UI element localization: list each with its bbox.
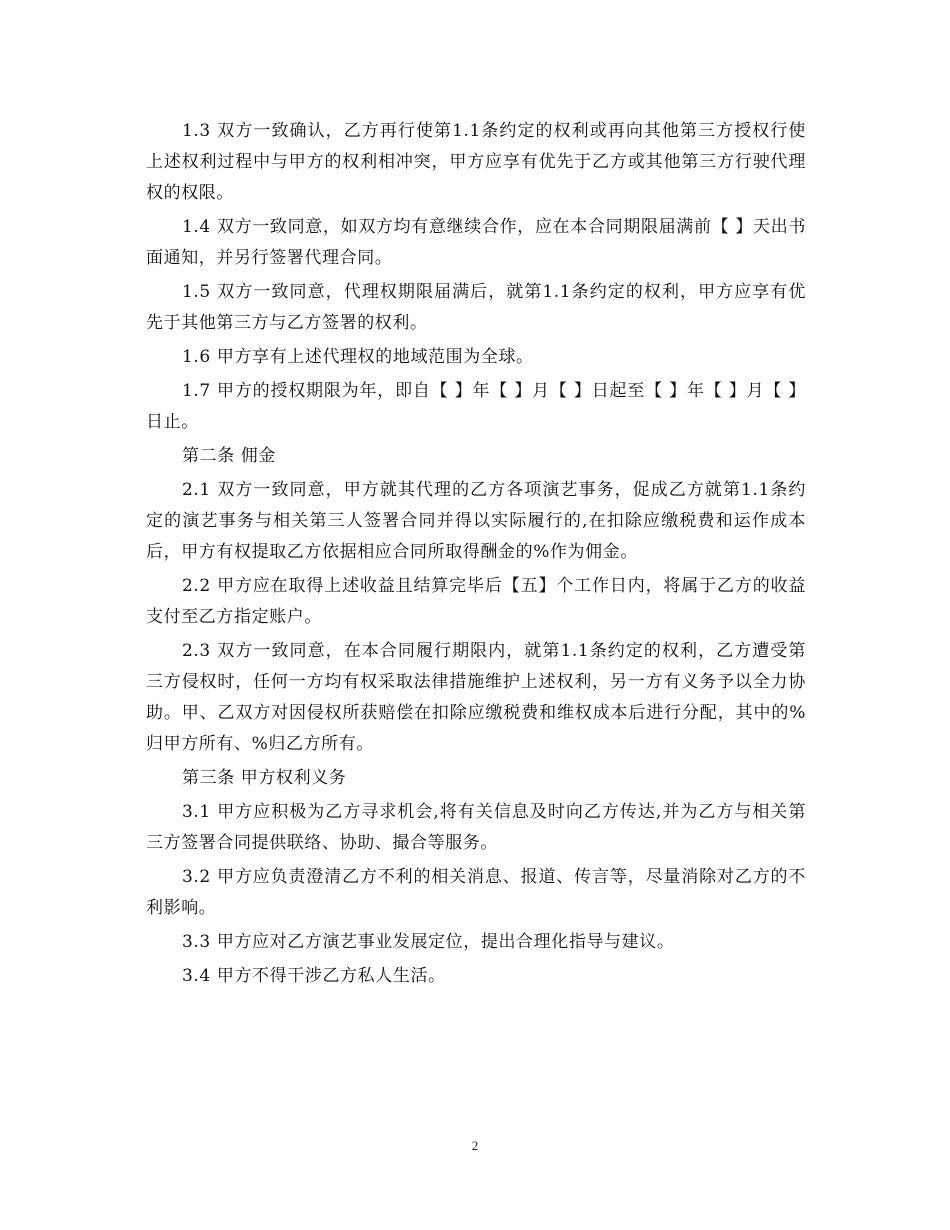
clause-1-3: 1.3 双方一致确认，乙方再行使第1.1条约定的权利或再向其他第三方授权行使上述权利过程中与甲方的权利相冲突，甲方应享有优先于乙方或其他第三方行驶代理权的权限。 — [146, 121, 806, 203]
clause-2-1: 2.1 双方一致同意，甲方就其代理的乙方各项演艺事务，促成乙方就第1.1条约定的演艺事务与相关第三人签署合同并得以实际履行的,在扣除应缴税费和运作成本后，甲方有权提取乙方依据相应合同所取得酬金的%作为佣金。 — [146, 480, 806, 562]
clause-3-3: 3.3 甲方应对乙方演艺事业发展定位，提出合理化指导与建议。 — [182, 932, 675, 952]
article-2-heading: 第二条 佣金 — [182, 446, 277, 466]
clause-1-7: 1.7 甲方的授权期限为年，即自【 】年【 】月【 】日起至【 】年【 】月【 】日止。 — [146, 381, 806, 432]
clause-1-6: 1.6 甲方享有上述代理权的地域范围为全球。 — [182, 347, 534, 367]
clause-2-2: 2.2 甲方应在取得上述收益且结算完毕后【五】个工作日内，将属于乙方的收益支付至乙方指定账户。 — [146, 576, 806, 627]
page-number: 2 — [471, 1138, 479, 1153]
clause-1-4: 1.4 双方一致同意，如双方均有意继续合作，应在本合同期限届满前【 】天出书面通知，并另行签署代理合同。 — [146, 217, 806, 268]
clause-3-4: 3.4 甲方不得干涉乙方私人生活。 — [182, 966, 446, 986]
article-3-heading: 第三条 甲方权利义务 — [182, 768, 347, 788]
clause-1-5: 1.5 双方一致同意，代理权期限届满后，就第1.1条约定的权利，甲方应享有优先于其他第三方与乙方签署的权利。 — [146, 282, 806, 333]
clause-2-3: 2.3 双方一致同意，在本合同履行期限内，就第1.1条约定的权利，乙方遭受第三方侵权时，任何一方均有权采取法律措施维护上述权利，另一方有义务予以全力协助。甲、乙双方对因侵权所获赔偿在扣除应缴税费和维权成本后进行分配，其中的%归甲方所有、%归乙方所有。 — [146, 641, 806, 754]
document-body — [146, 116, 806, 995]
clause-3-2: 3.2 甲方应负责澄清乙方不利的相关消息、报道、传言等，尽量消除对乙方的不利影响。 — [146, 867, 806, 918]
clause-3-1: 3.1 甲方应积极为乙方寻求机会,将有关信息及时向乙方传达,并为乙方与相关第三方签署合同提供联络、协助、撮合等服务。 — [146, 802, 806, 853]
